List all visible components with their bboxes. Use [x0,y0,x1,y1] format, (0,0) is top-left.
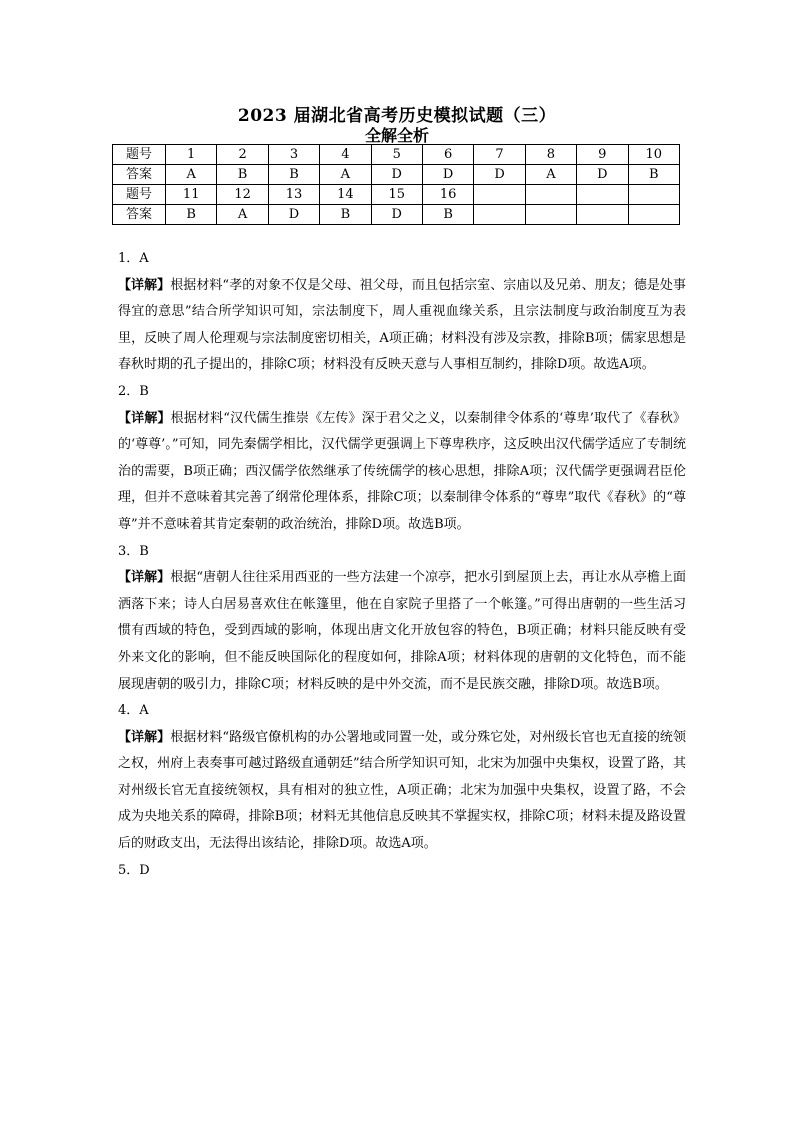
explanation-text: 根据材料“汉代儒生推崇《左传》深于君父之义，以秦制律令体系的‘尊卑’取代了《春秋》的‘尊尊’。”可知，同先秦儒学相比，汉代儒学更强调上下尊卑秩序，这反映出汉代儒学适应了专制统治的需要，B项正确；西汉儒学依然继承了传统儒学的核心思想，排除A项；汉代儒学更强调君臣伦理，但并不意味着其完善了纲常伦理体系，排除C项；以秦制律令体系的“尊卑”取代《春秋》的“尊尊”并不意味着其肯定秦朝的政治统治，排除D项。故选B项。 [118,410,686,532]
table-cell: 15 [371,185,422,205]
table-cell: 10 [628,145,679,165]
table-cell: B [217,165,268,185]
explanation-text: 根据材料“路级官僚机构的办公署地或同置一处，或分殊它处，对州级长官也无直接的统领之权，州府上表奏事可越过路级直通朝廷”结合所学知识可知，北宋为加强中央集权，设置了路，其对州级长官无直接统领权，具有相对的独立性，A项正确；北宋为加强中央集权，设置了路，不会成为央地关系的障碍，排除B项；材料无其他信息反映其不掌握实权，排除C项；材料未提及路设置后的财政支出，无法得出该结论，排除D项。故选A项。 [118,729,686,852]
table-cell: D [268,205,319,225]
table-cell: B [320,205,371,225]
table-cell [474,205,525,225]
table-cell: 16 [422,185,473,205]
table-cell: 13 [268,185,319,205]
table-cell-label: 答案 [113,165,166,185]
table-cell: D [474,165,525,185]
detail-tag: 【详解】 [118,729,171,745]
table-cell: 14 [320,185,371,205]
table-row [113,165,680,185]
table-cell: A [166,165,217,185]
table-cell: 9 [577,145,628,165]
table-cell-label: 题号 [113,185,166,205]
table-cell: B [166,205,217,225]
table-cell: 12 [217,185,268,205]
table-cell: B [422,205,473,225]
table-cell: B [268,165,319,185]
table-cell [474,185,525,205]
table-cell: D [371,165,422,185]
table-cell [525,185,576,205]
table-cell: 4 [320,145,371,165]
table-cell [525,205,576,225]
table-row [113,145,680,165]
question-number: 5．D [118,862,150,878]
table-cell: 7 [474,145,525,165]
table-cell: 3 [268,145,319,165]
question-explanation [118,273,686,379]
table-cell-label: 答案 [113,205,166,225]
table-cell: D [422,165,473,185]
explanation-text: 根据“唐朝人往往采用西亚的一些方法建一个凉亭，把水引到屋顶上去，再让水从亭檐上面洒落下来；诗人白居易喜欢住在帐篷里，他在自家院子里搭了一个帐篷。”可得出唐朝的一些生活习惯有西域的特色，受到西域的影响，体现出唐文化开放包容的特色，B项正确；材料只能反映有受外来文化的影响，但不能反映国际化的程度如何，排除A项；材料体现的唐朝的文化特色，而不能展现唐朝的吸引力，排除C项；材料反映的是中外交流，而不是民族交融，排除D项。故选B项。 [118,570,686,692]
table-cell: 11 [166,185,217,205]
table-cell: A [525,165,576,185]
question-number: 1．A [118,251,149,266]
answer-table [112,144,680,225]
table-cell: B [628,165,679,185]
detail-tag: 【详解】 [118,277,171,293]
table-cell: A [217,205,268,225]
question-number: 3．B [118,543,149,559]
table-cell: 5 [371,145,422,165]
table-cell-label: 题号 [113,145,166,165]
question-explanation [118,565,686,698]
document-subtitle: 全解全析 [364,126,429,145]
question-number: 2．B [118,383,149,399]
table-cell: 6 [422,145,473,165]
detail-tag: 【详解】 [118,410,171,426]
table-cell [577,185,628,205]
table-cell: D [371,205,422,225]
table-cell [628,185,679,205]
question-number: 4．A [118,703,149,719]
question-explanation [118,406,686,539]
table-cell: A [320,165,371,185]
table-cell: 2 [217,145,268,165]
document-title: 2023 届湖北省高考历史模拟试题（三） [237,106,557,126]
table-row [113,185,680,205]
explanation-text: 根据材料“孝的对象不仅是父母、祖父母，而且包括宗室、宗庙以及兄弟、朋友；德是处事得宜的意思”结合所学知识可知，宗法制度下，周人重视血缘关系，且宗法制度与政治制度互为表里，反映了周人伦理观与宗法制度密切相关，A项正确；材料没有涉及宗教，排除B项；儒家思想是春秋时期的孔子提出的，排除C项；材料没有反映天意与人事相互制约，排除D项。故选A项。 [118,277,686,373]
table-row [113,205,680,225]
detail-tag: 【详解】 [118,570,171,586]
table-cell: 1 [166,145,217,165]
question-explanation [118,725,686,858]
table-cell [577,205,628,225]
table-cell: D [577,165,628,185]
explanations [118,246,686,884]
table-cell [628,205,679,225]
table-cell: 8 [525,145,576,165]
